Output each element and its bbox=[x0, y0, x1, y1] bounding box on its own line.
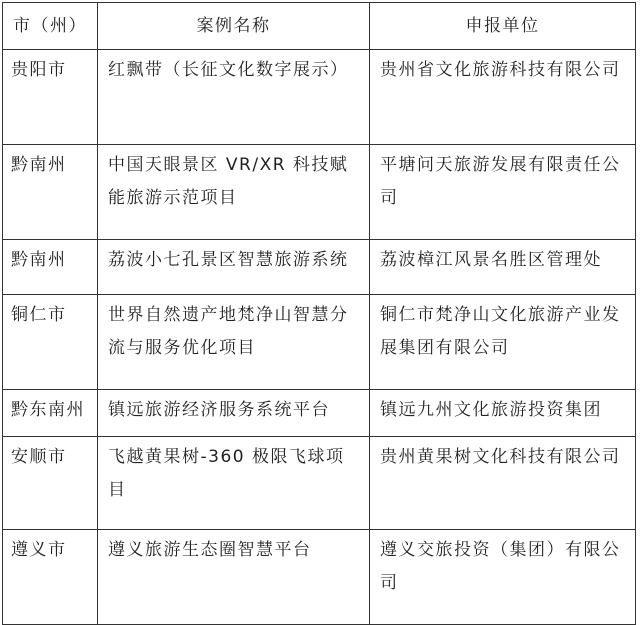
cell-applicant: 贵州省文化旅游科技有限公司 bbox=[370, 50, 636, 145]
table-row bbox=[3, 530, 636, 625]
cell-applicant: 遵义交旅投资（集团）有限公司 bbox=[370, 530, 636, 625]
table-row bbox=[3, 240, 636, 295]
cell-applicant: 荔波樟江风景名胜区管理处 bbox=[370, 240, 636, 295]
table-row bbox=[3, 390, 636, 437]
header-applicant: 申报单位 bbox=[370, 3, 636, 50]
cell-city: 铜仁市 bbox=[3, 295, 98, 390]
cell-city: 遵义市 bbox=[3, 530, 98, 625]
cell-case-name: 荔波小七孔景区智慧旅游系统 bbox=[98, 240, 370, 295]
table-row bbox=[3, 437, 636, 530]
cell-case-name: 飞越黄果树-360 极限飞球项目 bbox=[98, 437, 370, 530]
cell-city: 贵阳市 bbox=[3, 50, 98, 145]
table-row bbox=[3, 50, 636, 145]
table-row bbox=[3, 295, 636, 390]
cell-case-name: 镇远旅游经济服务系统平台 bbox=[98, 390, 370, 437]
cell-applicant: 铜仁市梵净山文化旅游产业发展集团有限公司 bbox=[370, 295, 636, 390]
header-city: 市（州） bbox=[3, 3, 98, 50]
case-table bbox=[2, 2, 636, 625]
cell-city: 安顺市 bbox=[3, 437, 98, 530]
cell-applicant: 平塘问天旅游发展有限责任公司 bbox=[370, 145, 636, 240]
header-case-name: 案例名称 bbox=[98, 3, 370, 50]
cell-case-name: 中国天眼景区 VR/XR 科技赋能旅游示范项目 bbox=[98, 145, 370, 240]
cell-case-name: 遵义旅游生态圈智慧平台 bbox=[98, 530, 370, 625]
cell-city: 黔南州 bbox=[3, 240, 98, 295]
table-row bbox=[3, 145, 636, 240]
cell-applicant: 贵州黄果树文化科技有限公司 bbox=[370, 437, 636, 530]
cell-applicant: 镇远九州文化旅游投资集团 bbox=[370, 390, 636, 437]
table-header-row bbox=[3, 3, 636, 50]
cell-city: 黔东南州 bbox=[3, 390, 98, 437]
cell-case-name: 红飘带（长征文化数字展示） bbox=[98, 50, 370, 145]
cell-case-name: 世界自然遗产地梵净山智慧分流与服务优化项目 bbox=[98, 295, 370, 390]
cell-city: 黔南州 bbox=[3, 145, 98, 240]
